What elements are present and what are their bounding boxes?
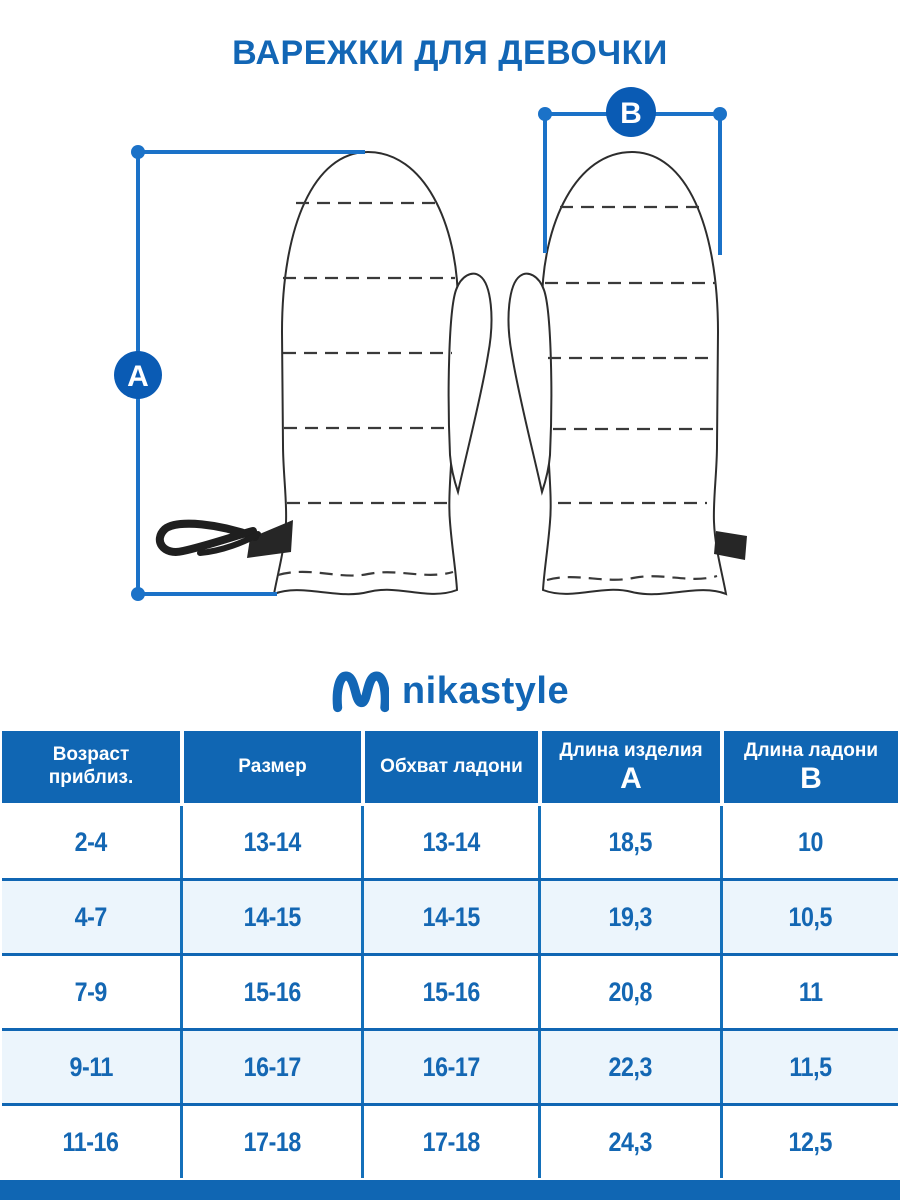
header-length-b xyxy=(720,731,898,803)
header-length-a xyxy=(538,731,720,803)
header-age-label: Возраст приблиз. xyxy=(48,744,134,788)
table-row xyxy=(2,878,898,953)
cell-size: 16-17 xyxy=(180,1031,361,1103)
cell-length-a: 19,3 xyxy=(538,881,720,953)
cell-palm-girth: 14-15 xyxy=(361,881,538,953)
cell-length-a: 22,3 xyxy=(538,1031,720,1103)
cell-length-b: 10 xyxy=(720,806,898,878)
cell-age: 2-4 xyxy=(2,806,180,878)
cell-length-a: 20,8 xyxy=(538,956,720,1028)
right-mitten-thumb xyxy=(509,274,552,492)
header-age xyxy=(2,731,180,803)
cell-size: 13-14 xyxy=(180,806,361,878)
cell-palm-girth: 15-16 xyxy=(361,956,538,1028)
header-length-b-label: Длина ладони xyxy=(743,739,879,761)
measure-b-label: B xyxy=(620,96,642,130)
cell-age: 11-16 xyxy=(2,1106,180,1178)
header-length-a-letter: A xyxy=(620,761,642,795)
cell-length-b: 11 xyxy=(720,956,898,1028)
cell-length-a: 24,3 xyxy=(538,1106,720,1178)
cell-age: 9-11 xyxy=(2,1031,180,1103)
footer-bar xyxy=(0,1180,900,1200)
size-table xyxy=(2,731,898,1178)
cell-length-b: 12,5 xyxy=(720,1106,898,1178)
cell-palm-girth: 17-18 xyxy=(361,1106,538,1178)
page-title: ВАРЕЖКИ ДЛЯ ДЕВОЧКИ xyxy=(232,34,668,72)
brand-logo-text: nikastyle xyxy=(401,669,570,712)
table-row xyxy=(2,806,898,878)
cell-size: 14-15 xyxy=(180,881,361,953)
header-palm-girth xyxy=(361,731,538,803)
cell-age: 4-7 xyxy=(2,881,180,953)
left-mitten-thumb xyxy=(449,274,492,492)
measure-b-dot-left xyxy=(538,107,552,121)
measure-a-dot-bottom xyxy=(131,587,145,601)
cell-age: 7-9 xyxy=(2,956,180,1028)
cell-size: 17-18 xyxy=(180,1106,361,1178)
cell-palm-girth: 16-17 xyxy=(361,1031,538,1103)
nikastyle-wave-icon xyxy=(331,665,389,717)
table-row xyxy=(2,1103,898,1178)
table-header-row xyxy=(2,731,898,803)
header-size xyxy=(180,731,361,803)
mitten-clip xyxy=(160,520,293,558)
cell-length-a: 18,5 xyxy=(538,806,720,878)
cell-size: 15-16 xyxy=(180,956,361,1028)
table-row xyxy=(2,1028,898,1103)
right-mitten-outline xyxy=(542,152,726,594)
header-length-b-letter: B xyxy=(800,761,822,795)
table-body xyxy=(2,806,898,1178)
cell-length-b: 10,5 xyxy=(720,881,898,953)
brand-logo xyxy=(0,663,900,719)
header-palm-girth-label: Обхват ладони xyxy=(380,755,523,777)
measure-a-label: A xyxy=(127,359,149,393)
left-mitten-outline xyxy=(274,152,458,594)
header-length-a-label: Длина изделия xyxy=(559,739,703,761)
measure-b-dot-right xyxy=(713,107,727,121)
measure-a-dot-top xyxy=(131,145,145,159)
cell-palm-girth: 13-14 xyxy=(361,806,538,878)
cell-length-b: 11,5 xyxy=(720,1031,898,1103)
header-size-label: Размер xyxy=(238,755,307,777)
table-row xyxy=(2,953,898,1028)
